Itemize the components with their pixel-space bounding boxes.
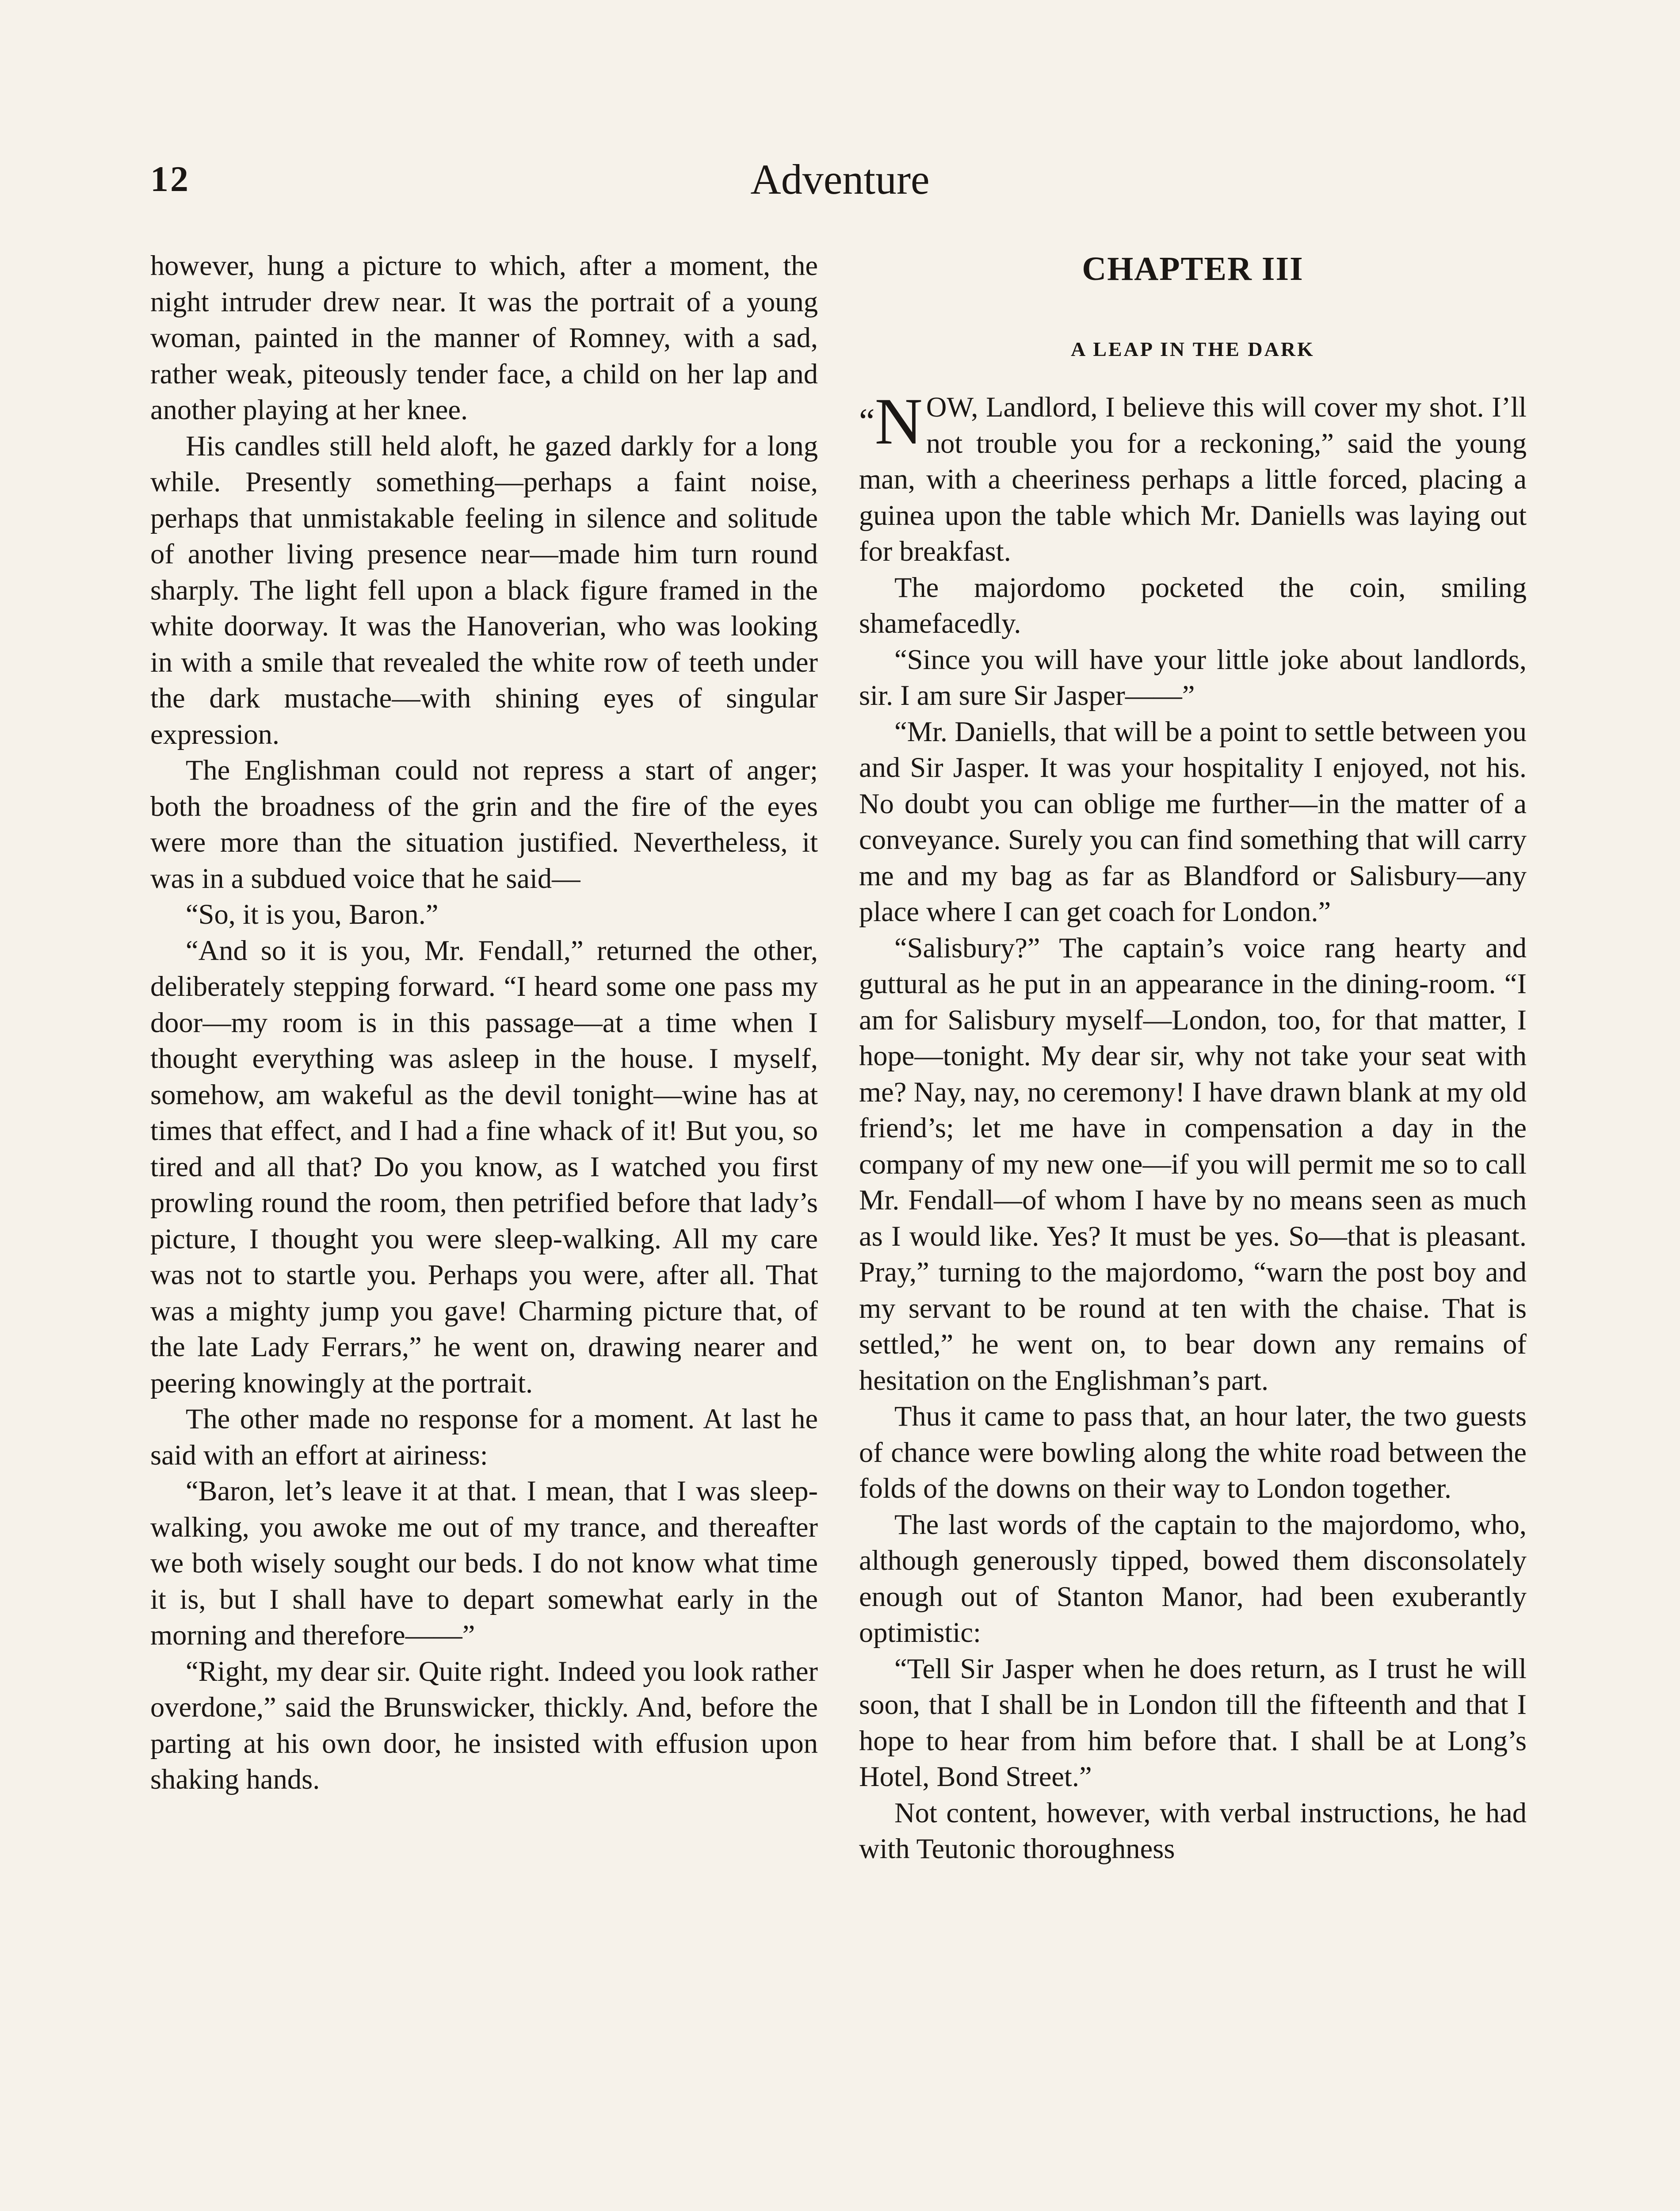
paragraph: “So, it is you, Baron.” bbox=[186, 899, 439, 930]
drop-cap bbox=[859, 385, 923, 458]
paragraph: The other made no response for a moment. At last he said with an effort at airiness: bbox=[150, 1403, 818, 1471]
drop-cap-quote: “ bbox=[859, 402, 875, 441]
paragraph: Thus it came to pass that, an hour later, the two guests of chance were bowling along the white road between the folds of the downs on their way to London together. bbox=[859, 1400, 1527, 1504]
left-column bbox=[150, 248, 818, 1798]
paragraph: The last words of the captain to the majordomo, who, although generously tipped, bowed them disconsolately enough out of Stanton Manor, had been exuberantly optimistic: bbox=[859, 1508, 1527, 1648]
chapter-subtitle: A LEAP IN THE DARK bbox=[1071, 338, 1315, 360]
paragraph: “And so it is you, Mr. Fendall,” returned the other, deliberately stepping forward. “I heard some one pass my door—my room is in this passage—at a time when I thought everything was asleep in the house. I myself, somehow, am wakeful as the devil tonight—wine has at times that effect, and I had a fine whack of it! But you, so tired and all that? Do you know, as I watched you first prowling round the room, then petrified before that lady’s picture, I thought you were sleep-walking. All my care was not to startle you. Perhaps you were, after all. That was a mighty jump you gave! Charming picture that, of the late Lady Ferrars,” he went on, drawing nearer and peering knowingly at the portrait. bbox=[150, 934, 818, 1399]
right-column bbox=[859, 248, 1527, 1867]
paragraph: however, hung a picture to which, after a moment, the night intruder drew near. It was the portrait of a young woman, painted in the manner of Romney, with a sad, rather weak, piteously tender face, a child on her lap and another playing at her knee. bbox=[150, 250, 818, 425]
page-number: 12 bbox=[150, 159, 190, 199]
drop-cap-letter: N bbox=[874, 385, 923, 458]
paragraph: “Tell Sir Jasper when he does return, as I trust he will soon, that I shall be in London till the fifteenth and that I hope to hear from him before that. I shall be at Long’s Hotel, Bond Street.” bbox=[859, 1653, 1527, 1792]
paragraph: “Baron, let’s leave it at that. I mean, that I was sleep-walking, you awoke me out of my trance, and thereafter we both wisely sought our beds. I do not know what time it is, but I shall have to depart somewhat early in the morning and therefore——” bbox=[150, 1475, 818, 1651]
paragraph: The majordomo pocketed the coin, smiling shamefacedly. bbox=[859, 571, 1527, 639]
opening-paragraph-text: OW, Landlord, I believe this will cover my shot. I’ll not trouble you for a reckoning,” said the young man, with a cheeriness perhaps a little forced, placing a guinea upon the table which Mr. Daniells was laying out for breakfast. bbox=[859, 391, 1527, 567]
paragraph: “Mr. Daniells, that will be a point to settle between you and Sir Jasper. It was your hospitality I enjoyed, not his. No doubt you can oblige me further—in the matter of a conveyance. Surely you can find something that will carry me and my bag as far as Blandford or Salisbury—any place where I can get coach for London.” bbox=[859, 715, 1527, 927]
paragraph: “Right, my dear sir. Quite right. Indeed you look rather overdone,” said the Brunswicker, thickly. And, before the parting at his own door, he insisted with effusion upon shaking hands. bbox=[150, 1655, 818, 1795]
paragraph: “Salisbury?” The captain’s voice rang hearty and guttural as he put in an appearance in the dining-room. “I am for Salisbury myself—London, too, for that matter, I hope—tonight. My dear sir, why not take your seat with me? Nay, nay, no ceremony! I have drawn blank at my old friend’s; let me have in compensation a day in the company of my new one—if you will permit me so to call Mr. Fendall—of whom I have by no means seen as much as I would like. Yes? It must be yes. So—that is pleasant. Pray,” turning to the majordomo, “warn the post boy and my servant to be round at ten with the chaise. That is settled,” he went on, to bear down any remains of hesitation on the Englishman’s part. bbox=[859, 932, 1527, 1396]
chapter-heading: CHAPTER III bbox=[1082, 250, 1304, 287]
paragraph: “Since you will have your little joke about landlords, sir. I am sure Sir Jasper——” bbox=[859, 643, 1527, 711]
paragraph: Not content, however, with verbal instructions, he had with Teutonic thoroughness bbox=[859, 1797, 1527, 1864]
paragraph: The Englishman could not repress a start of anger; both the broadness of the grin and the fire of the eyes were more than the situation justified. Nevertheless, it was in a subdued voice that he said— bbox=[150, 754, 818, 894]
running-head-title: Adventure bbox=[750, 156, 930, 203]
opening-paragraph bbox=[859, 385, 1527, 570]
paragraph: His candles still held aloft, he gazed darkly for a long while. Presently something—perhaps a faint noise, perhaps that unmistakable feeling in silence and solitude of another living presence near—made him turn round sharply. The light fell upon a black figure framed in the white doorway. It was the Hanoverian, who was looking in with a smile that revealed the white row of teeth under the dark mustache—with shining eyes of singular expression. bbox=[150, 430, 818, 750]
